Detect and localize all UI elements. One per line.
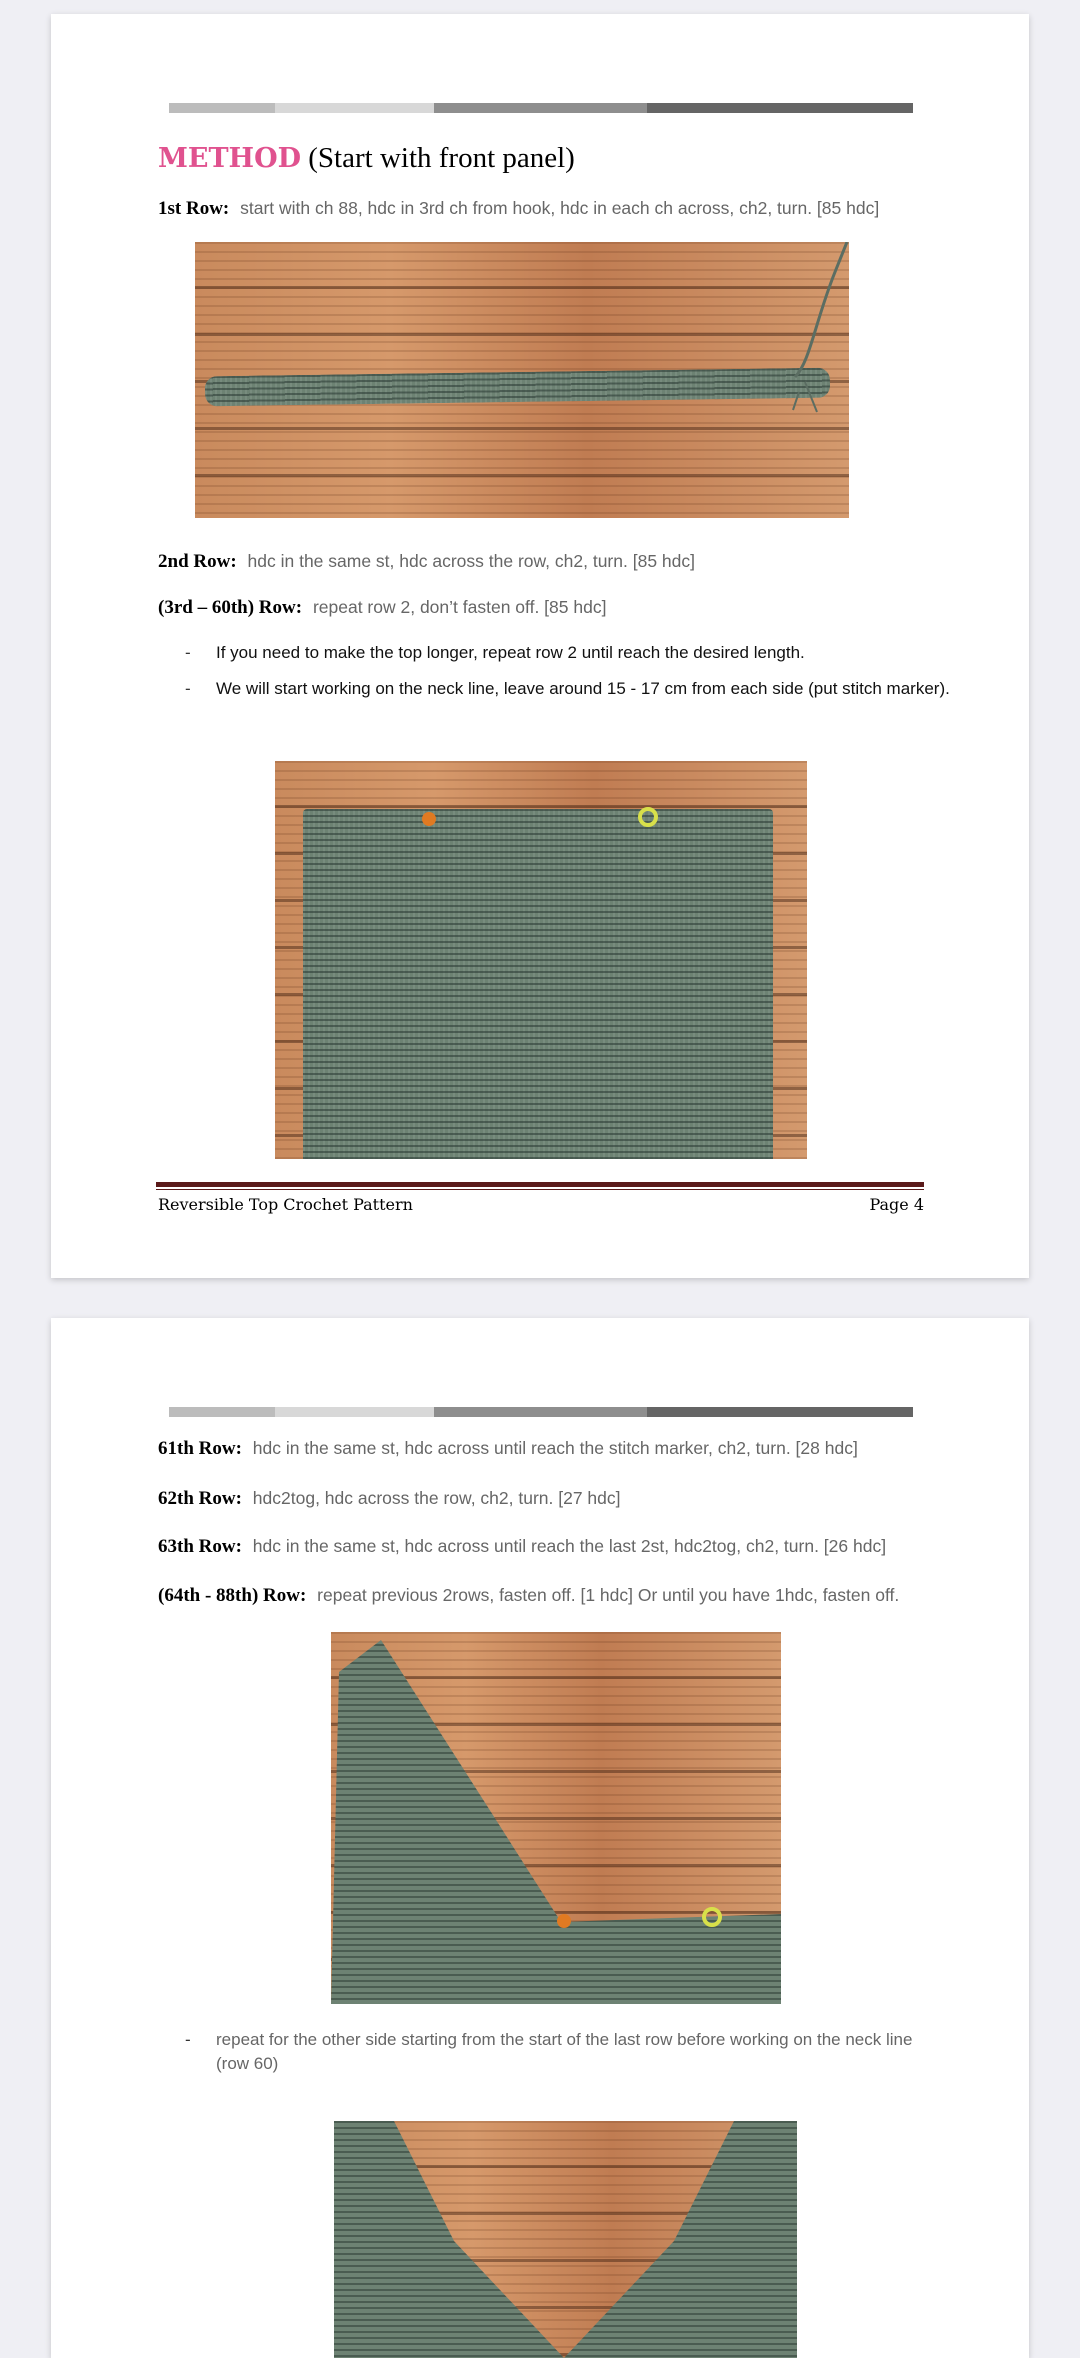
yarn-tail-icon [195, 242, 849, 518]
bullet-text: repeat for the other side starting from the start of the last row before working on the neck line (row 60) [216, 2030, 913, 2073]
row-61-instruction [158, 1438, 858, 1460]
row-62-instruction [158, 1488, 621, 1510]
knit-right-side-shape [564, 2121, 797, 2358]
row-label: 63th Row: [158, 1536, 242, 1557]
bullet-marker: - [185, 643, 191, 662]
knit-left-side-shape [334, 2121, 564, 2358]
row-text: repeat row 2, don’t fasten off. [85 hdc] [312, 597, 607, 617]
stitch-marker-orange-icon [557, 1914, 571, 1928]
row-text: hdc in the same st, hdc across until reach the last 2st, hdc2tog, ch2, turn. [26 hdc] [252, 1536, 887, 1556]
row-text: hdc2tog, hdc across the row, ch2, turn. [27 hdc] [252, 1488, 621, 1508]
bullet-text: We will start working on the neck line, leave around 15 - 17 cm from each side (put stitch marker). [216, 679, 950, 698]
bullet-marker: - [185, 679, 191, 698]
row-label: 1st Row: [158, 198, 230, 219]
page-number: Page 4 [869, 1195, 924, 1214]
row-label: 62th Row: [158, 1488, 242, 1509]
row-text: start with ch 88, hdc in 3rd ch from hook, hdc in each ch across, ch2, turn. [85 hdc] [240, 198, 880, 218]
decorative-header-bar [169, 103, 913, 113]
row-2-instruction [158, 551, 695, 573]
photo-neck-shaping [331, 1632, 781, 2004]
row-1-instruction [158, 198, 879, 220]
row-label: (64th - 88th) Row: [158, 1585, 307, 1606]
footer-rule-thin [156, 1189, 924, 1190]
knit-triangle-shape [331, 1640, 781, 2004]
bullet-marker: - [185, 2030, 191, 2049]
row-63-instruction [158, 1536, 886, 1558]
row-label: 61th Row: [158, 1438, 242, 1459]
stitch-marker-yellow-icon [640, 809, 656, 825]
section-heading [158, 142, 575, 175]
footer-rule-thick [156, 1182, 924, 1187]
row-label: (3rd – 60th) Row: [158, 597, 303, 618]
stitch-marker-orange-icon [422, 812, 436, 826]
row-3-60-instruction [158, 597, 606, 619]
row-label: 2nd Row: [158, 551, 237, 572]
heading-rest: (Start with front panel) [308, 142, 575, 174]
heading-accent: METHOD [158, 143, 302, 174]
row-text: hdc in the same st, hdc across until reach the stitch marker, ch2, turn. [28 hdc] [252, 1438, 858, 1458]
row-64-88-instruction [158, 1585, 899, 1607]
row-text: repeat previous 2rows, fasten off. [1 hdc] Or until you have 1hdc, fasten off. [317, 1585, 900, 1605]
photo-v-neck [334, 2121, 797, 2358]
document-page-4 [51, 14, 1029, 1278]
document-page-5 [51, 1318, 1029, 2358]
decorative-header-bar [169, 1407, 913, 1417]
photo-front-panel [275, 761, 807, 1159]
bullet-text: If you need to make the top longer, repeat row 2 until reach the desired length. [216, 643, 805, 662]
row-text: hdc in the same st, hdc across the row, ch2, turn. [85 hdc] [247, 551, 695, 571]
footer-title: Reversible Top Crochet Pattern [158, 1195, 413, 1214]
photo-first-row-strip [195, 242, 849, 518]
